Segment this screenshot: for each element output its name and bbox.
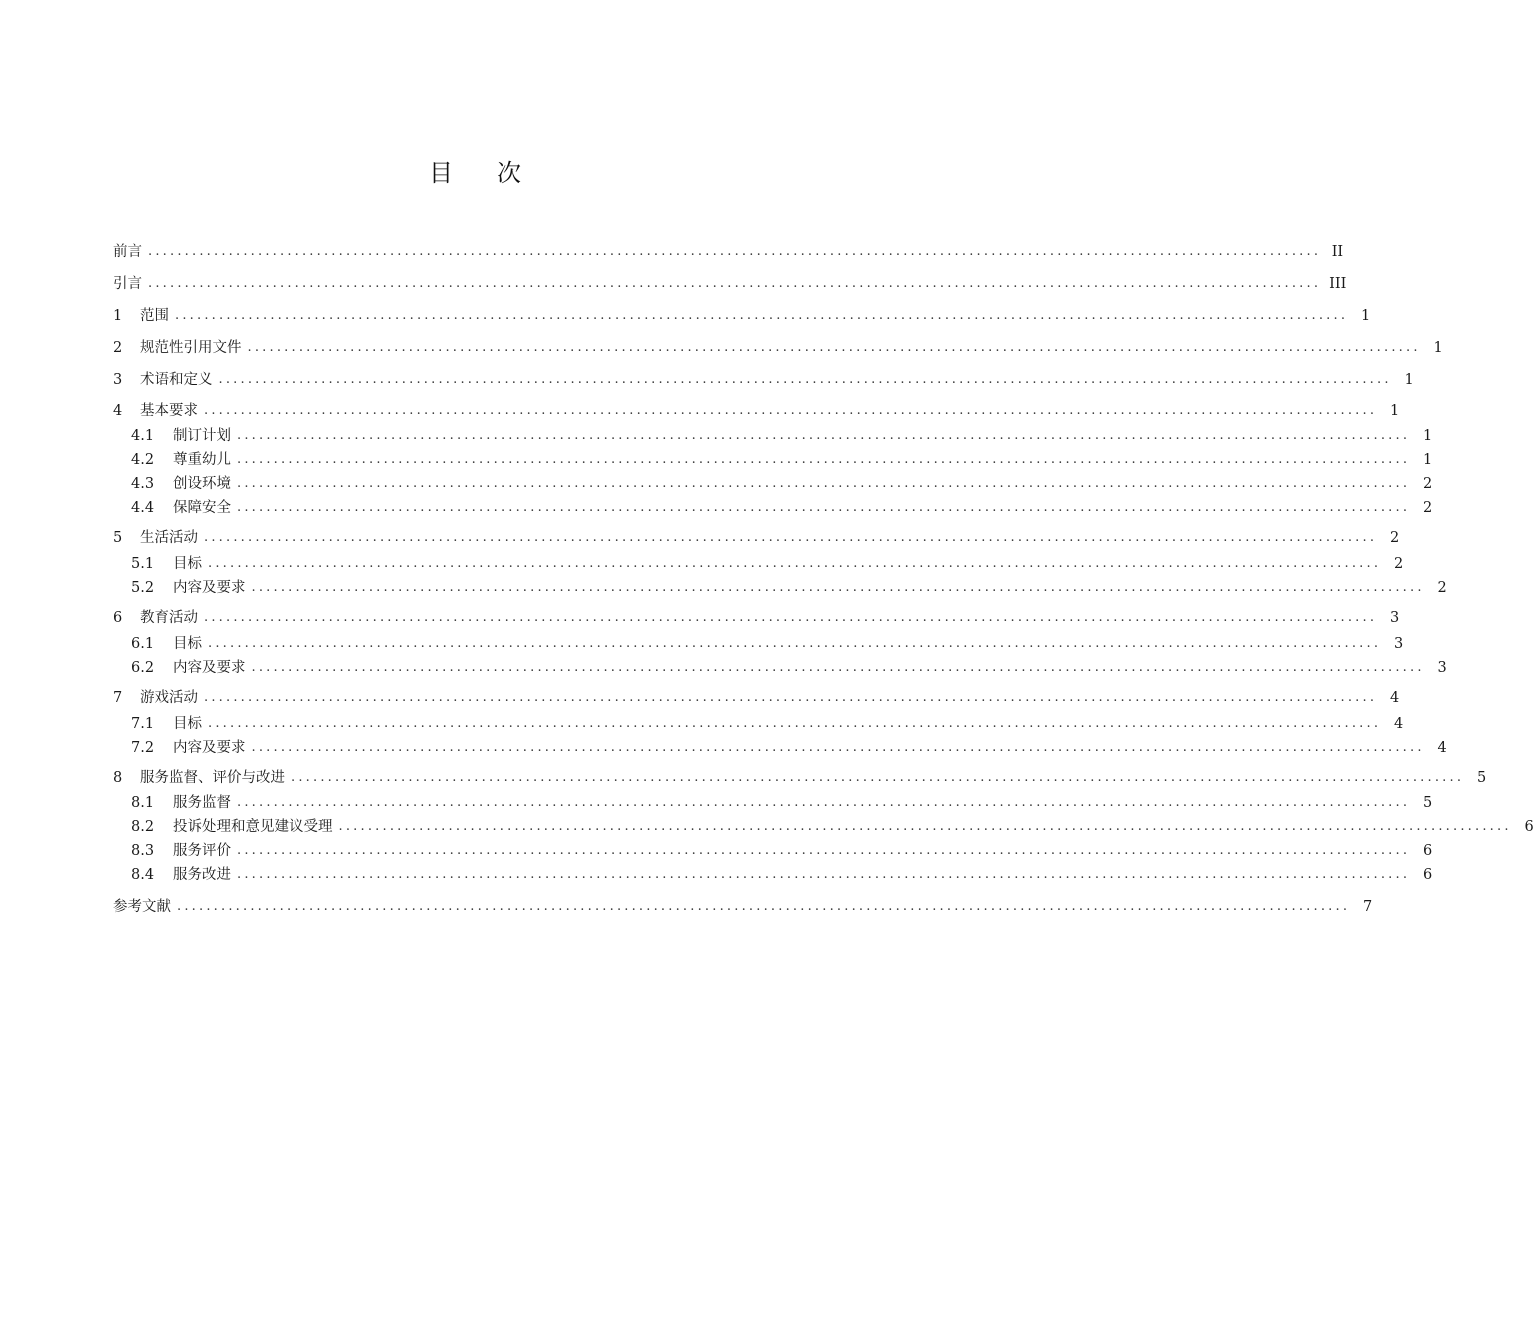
toc-entry[interactable] <box>113 528 1400 548</box>
toc-entry-label: 服务改进 <box>173 867 231 883</box>
toc-entry[interactable] <box>113 306 1371 326</box>
toc-entry-label: 目标 <box>173 716 202 732</box>
toc-entry-page-number: 4 <box>1437 740 1447 756</box>
toc-entry[interactable] <box>113 817 1534 837</box>
toc-entry-page-number: 7 <box>1362 899 1373 915</box>
toc-entry-number: 4 <box>113 403 123 419</box>
toc-entry-label: 保障安全 <box>173 500 231 516</box>
toc-entry-label: 生活活动 <box>140 530 198 546</box>
title-char-2: 次 <box>497 158 521 187</box>
dot-leader: ................................................................................................................................................................ <box>237 452 1411 467</box>
toc-entry-page-number: 1 <box>1422 452 1433 468</box>
toc-entry-label: 术语和定义 <box>140 372 213 388</box>
toc-entry-number: 3 <box>113 372 123 388</box>
toc-entry-label: 内容及要求 <box>173 660 246 676</box>
toc-entry-label: 尊重幼儿 <box>173 452 231 468</box>
dot-leader: ................................................................................................................................................................ <box>204 403 1378 418</box>
toc-entry-number: 7 <box>113 690 123 706</box>
dot-leader: ................................................................................................................................................................ <box>251 580 1425 595</box>
toc-entry-page-number: 4 <box>1393 716 1404 732</box>
toc-entry-page-number: 1 <box>1389 403 1400 419</box>
toc-entry-number: 2 <box>113 340 123 356</box>
toc-entry[interactable] <box>113 242 1344 262</box>
toc-entry-number: 6 <box>113 610 123 626</box>
dot-leader: ................................................................................................................................................................ <box>204 690 1378 705</box>
toc-entry-page-number: 3 <box>1437 660 1447 676</box>
dot-leader: ................................................................................................................................................................ <box>177 899 1351 914</box>
toc-entry-label: 服务监督、评价与改进 <box>140 770 285 786</box>
toc-entry[interactable] <box>113 841 1433 861</box>
dot-leader: ................................................................................................................................................................ <box>237 843 1411 858</box>
toc-entry-page-number: 6 <box>1524 819 1534 835</box>
toc-entry-label: 参考文献 <box>113 899 171 915</box>
dot-leader: ................................................................................................................................................................ <box>251 740 1425 755</box>
toc-entry[interactable] <box>113 688 1400 708</box>
toc-entry[interactable] <box>113 474 1433 494</box>
toc-entry-page-number: 2 <box>1422 476 1433 492</box>
dot-leader: ................................................................................................................................................................ <box>237 867 1411 882</box>
dot-leader: ................................................................................................................................................................ <box>148 244 1322 259</box>
dot-leader: ................................................................................................................................................................ <box>251 660 1425 675</box>
toc-entry[interactable] <box>113 658 1447 678</box>
toc-entry[interactable] <box>113 274 1347 294</box>
toc-entry[interactable] <box>113 338 1443 358</box>
dot-leader: ................................................................................................................................................................ <box>208 716 1382 731</box>
toc-entry-label: 创设环境 <box>173 476 231 492</box>
toc-entry-page-number: 1 <box>1404 372 1414 388</box>
toc-entry-page-number: 1 <box>1360 308 1371 324</box>
dot-leader: ................................................................................................................................................................ <box>237 795 1411 810</box>
toc-entry-label: 基本要求 <box>140 403 198 419</box>
toc-entry-page-number: III <box>1329 276 1347 292</box>
dot-leader: ................................................................................................................................................................ <box>204 530 1378 545</box>
toc-entry[interactable] <box>113 578 1447 598</box>
toc-entry-label: 范围 <box>140 308 169 324</box>
toc-entry[interactable] <box>113 498 1433 518</box>
toc-entry[interactable] <box>113 401 1400 421</box>
toc-entry-page-number: 2 <box>1389 530 1400 546</box>
toc-entry-number: 4.4 <box>131 500 155 516</box>
toc-entry[interactable] <box>113 793 1433 813</box>
toc-entry[interactable] <box>113 370 1414 390</box>
toc-entry-page-number: 1 <box>1422 428 1433 444</box>
toc-entry-label: 前言 <box>113 244 142 260</box>
dot-leader: ................................................................................................................................................................ <box>237 476 1411 491</box>
toc-entry-number: 8.3 <box>131 843 155 859</box>
toc-entry-page-number: 1 <box>1433 340 1443 356</box>
toc-entry[interactable] <box>113 865 1433 885</box>
toc-entry-number: 1 <box>113 308 123 324</box>
dot-leader: ................................................................................................................................................................ <box>204 610 1378 625</box>
dot-leader: ................................................................................................................................................................ <box>291 770 1465 785</box>
toc-entry-label: 内容及要求 <box>173 580 246 596</box>
toc-entry-page-number: 6 <box>1422 867 1433 883</box>
toc-entry[interactable] <box>113 738 1447 758</box>
toc-entry-page-number: II <box>1331 244 1344 260</box>
toc-entry[interactable] <box>113 554 1404 574</box>
dot-leader: ................................................................................................................................................................ <box>175 308 1349 323</box>
toc-entry[interactable] <box>113 450 1433 470</box>
toc-entry-number: 8.4 <box>131 867 155 883</box>
toc-entry-page-number: 3 <box>1389 610 1400 626</box>
toc-entry-number: 5 <box>113 530 123 546</box>
toc-entry-page-number: 2 <box>1393 556 1404 572</box>
dot-leader: ................................................................................................................................................................ <box>338 819 1512 834</box>
toc-entry-number: 4.2 <box>131 452 155 468</box>
toc-entry[interactable] <box>113 897 1373 917</box>
toc-entry-number: 8 <box>113 770 123 786</box>
dot-leader: ................................................................................................................................................................ <box>148 276 1322 291</box>
toc-entry-page-number: 3 <box>1393 636 1404 652</box>
toc-entry-page-number: 2 <box>1437 580 1447 596</box>
toc-entry-number: 5.1 <box>131 556 155 572</box>
toc-entry[interactable] <box>113 426 1433 446</box>
toc-entry[interactable] <box>113 714 1404 734</box>
toc-entry-number: 7.1 <box>131 716 155 732</box>
toc-entry-label: 引言 <box>113 276 142 292</box>
dot-leader: ................................................................................................................................................................ <box>237 428 1411 443</box>
toc-entry-number: 6.2 <box>131 660 155 676</box>
dot-leader: ................................................................................................................................................................ <box>208 556 1382 571</box>
dot-leader: ................................................................................................................................................................ <box>237 500 1411 515</box>
toc-entry-number: 6.1 <box>131 636 155 652</box>
toc-entry-number: 4.3 <box>131 476 155 492</box>
toc-entry-page-number: 4 <box>1389 690 1400 706</box>
toc-entry-page-number: 2 <box>1422 500 1433 516</box>
toc-entry-label: 目标 <box>173 636 202 652</box>
dot-leader: ................................................................................................................................................................ <box>218 372 1392 387</box>
toc-entry-number: 7.2 <box>131 740 155 756</box>
toc-entry[interactable] <box>113 634 1404 654</box>
page-title <box>0 150 950 190</box>
toc-entry-number: 4.1 <box>131 428 155 444</box>
toc-entry-number: 8.1 <box>131 795 155 811</box>
toc-entry[interactable] <box>113 608 1400 628</box>
toc-entry-label: 服务评价 <box>173 843 231 859</box>
title-char-1: 目 <box>429 158 453 187</box>
toc-entry-label: 游戏活动 <box>140 690 198 706</box>
toc-entry-label: 规范性引用文件 <box>140 340 242 356</box>
toc-entry-page-number: 6 <box>1422 843 1433 859</box>
toc-entry-label: 服务监督 <box>173 795 231 811</box>
toc-entry-label: 投诉处理和意见建议受理 <box>173 819 333 835</box>
toc-entry[interactable] <box>113 768 1487 788</box>
toc-entry-page-number: 5 <box>1476 770 1487 786</box>
dot-leader: ................................................................................................................................................................ <box>208 636 1382 651</box>
toc-entry-page-number: 5 <box>1422 795 1433 811</box>
toc-entry-label: 制订计划 <box>173 428 231 444</box>
toc-entry-number: 5.2 <box>131 580 155 596</box>
toc-entry-number: 8.2 <box>131 819 155 835</box>
toc-entry-label: 目标 <box>173 556 202 572</box>
toc-entry-label: 教育活动 <box>140 610 198 626</box>
toc-entry-label: 内容及要求 <box>173 740 246 756</box>
dot-leader: ................................................................................................................................................................ <box>247 340 1421 355</box>
